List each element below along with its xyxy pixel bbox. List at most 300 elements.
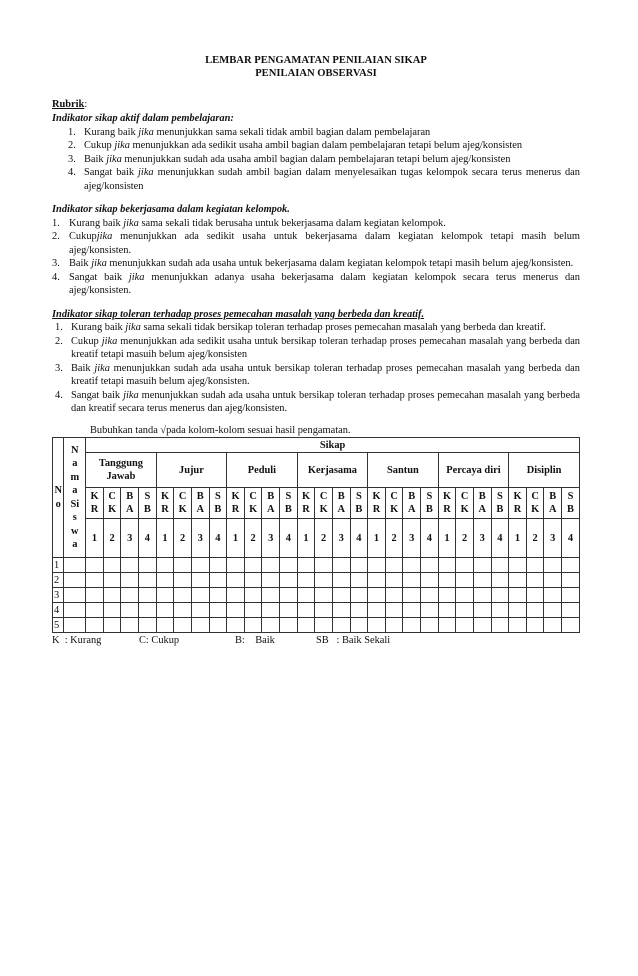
student-name-cell[interactable] (64, 558, 86, 573)
score-number-header: 2 (456, 519, 474, 558)
score-code-top: C (531, 490, 539, 502)
score-cell[interactable] (385, 558, 403, 573)
score-cell[interactable] (368, 558, 386, 573)
rubric-item-number: 3. (68, 153, 76, 165)
rubric-item-text: Baik jika menunjukkan sudah ada usaha ambil bagian dalam pembelajaran tetapi belum ajeg/konsisten (84, 153, 511, 165)
score-cell[interactable] (491, 573, 509, 588)
score-cell[interactable] (174, 603, 192, 618)
score-cell[interactable] (121, 573, 139, 588)
rubric-item-number: 4. (52, 271, 60, 283)
nama-header-letter: N (71, 444, 79, 456)
score-cell[interactable] (315, 573, 333, 588)
score-cell[interactable] (174, 588, 192, 603)
score-cell[interactable] (156, 618, 174, 633)
score-cell[interactable] (139, 558, 157, 573)
score-cell[interactable] (209, 603, 227, 618)
score-cell[interactable] (156, 558, 174, 573)
score-cell[interactable] (526, 573, 544, 588)
score-cell[interactable] (244, 588, 262, 603)
score-number-header: 3 (403, 519, 421, 558)
score-code-header (156, 488, 174, 519)
score-cell[interactable] (297, 618, 315, 633)
score-cell[interactable] (350, 588, 368, 603)
score-code-bottom: R (513, 504, 522, 516)
score-code-bottom: A (478, 504, 486, 516)
score-code-top: B (408, 490, 416, 502)
score-number-header: 3 (332, 519, 350, 558)
score-cell[interactable] (280, 603, 298, 618)
rubric-item-number: 1. (55, 322, 63, 334)
score-cell[interactable] (103, 618, 121, 633)
score-cell[interactable] (297, 603, 315, 618)
table-header-row (53, 438, 580, 453)
score-code-top: C (390, 490, 398, 502)
score-cell[interactable] (544, 573, 562, 588)
score-cell[interactable] (191, 603, 209, 618)
score-cell[interactable] (509, 603, 527, 618)
rubric-item-number: 2. (55, 335, 63, 347)
score-cell[interactable] (86, 588, 104, 603)
score-cell[interactable] (121, 558, 139, 573)
score-cell[interactable] (473, 588, 491, 603)
score-code-top: S (426, 490, 433, 502)
score-code-bottom: B (425, 504, 433, 516)
score-code-top: S (144, 490, 151, 502)
score-cell[interactable] (421, 588, 439, 603)
score-number-header: 4 (280, 519, 298, 558)
score-cell[interactable] (262, 603, 280, 618)
score-code-header (103, 488, 121, 519)
score-code-top: K (442, 490, 452, 502)
score-code-top: K (90, 490, 99, 502)
table-row (53, 603, 580, 618)
score-cell[interactable] (438, 573, 456, 588)
score-cell[interactable] (280, 558, 298, 573)
score-cell[interactable] (139, 573, 157, 588)
score-cell[interactable] (156, 588, 174, 603)
score-cell[interactable] (315, 618, 333, 633)
score-code-header (368, 488, 386, 519)
score-number-header: 2 (385, 519, 403, 558)
row-number: 5 (53, 618, 64, 633)
score-code-top: K (301, 490, 311, 502)
score-cell[interactable] (332, 618, 350, 633)
score-cell[interactable] (244, 603, 262, 618)
score-number-header: 1 (368, 519, 386, 558)
score-cell[interactable] (403, 603, 421, 618)
score-cell[interactable] (103, 603, 121, 618)
score-cell[interactable] (332, 558, 350, 573)
score-code-bottom: A (337, 504, 345, 516)
score-cell[interactable] (491, 603, 509, 618)
score-code-top: K (513, 490, 522, 502)
rubric-item (52, 257, 580, 271)
score-number-header: 1 (297, 519, 315, 558)
row-number: 1 (53, 558, 64, 573)
score-code-bottom: A (196, 504, 204, 516)
score-cell[interactable] (174, 618, 192, 633)
score-cell[interactable] (544, 558, 562, 573)
score-code-bottom: R (90, 504, 99, 516)
rubric-item-text: Cukupjika menunjukkan ada sedikit usaha untuk bekerjasama dalam kegiatan kelompok tetapi masih belum ajeg/konsisten. (69, 231, 580, 256)
rubric-item-text: Cukup jika menunjukkan ada sedikit usaha untuk bersikap toleran terhadap proses pemecahan masalah yang berbeda dan kreatif tetapi masuih belum ajeg/konsisten (71, 335, 580, 361)
score-code-bottom: B (355, 504, 363, 516)
sikap-group-header: Tanggung Jawab (86, 453, 157, 488)
score-cell[interactable] (509, 618, 527, 633)
score-cell[interactable] (368, 573, 386, 588)
score-code-header (280, 488, 298, 519)
score-cell[interactable] (139, 588, 157, 603)
sikap-group-header: Santun (368, 453, 439, 488)
score-cell[interactable] (438, 603, 456, 618)
score-cell[interactable] (244, 573, 262, 588)
score-cell[interactable] (315, 588, 333, 603)
legend (52, 634, 580, 648)
score-cell[interactable] (332, 573, 350, 588)
score-cell[interactable] (544, 588, 562, 603)
score-cell[interactable] (350, 603, 368, 618)
score-code-bottom: B (284, 504, 292, 516)
score-code-bottom: B (567, 504, 574, 516)
score-cell[interactable] (227, 558, 245, 573)
score-code-header (438, 488, 456, 519)
score-number-header: 4 (491, 519, 509, 558)
score-cell[interactable] (473, 558, 491, 573)
no-header-letter: N (54, 485, 62, 497)
document-page (52, 54, 580, 648)
rubric-item (52, 335, 580, 362)
score-cell[interactable] (86, 558, 104, 573)
score-cell[interactable] (227, 588, 245, 603)
row-number: 2 (53, 573, 64, 588)
score-cell[interactable] (244, 558, 262, 573)
score-cell[interactable] (262, 618, 280, 633)
sikap-group-header: Kerjasama (297, 453, 368, 488)
score-cell[interactable] (421, 558, 439, 573)
score-code-header (544, 488, 562, 519)
score-code-header (473, 488, 491, 519)
score-cell[interactable] (139, 603, 157, 618)
score-code-top: S (567, 490, 574, 502)
score-cell[interactable] (562, 558, 580, 573)
score-code-top: C (178, 490, 187, 502)
score-cell[interactable] (174, 558, 192, 573)
score-number-header: 1 (86, 519, 104, 558)
score-cell[interactable] (403, 573, 421, 588)
score-number-header: 2 (103, 519, 121, 558)
score-code-bottom: R (443, 504, 451, 516)
student-name-cell[interactable] (64, 603, 86, 618)
score-code-header (262, 488, 280, 519)
score-cell[interactable] (385, 588, 403, 603)
score-cell[interactable] (385, 618, 403, 633)
score-cell[interactable] (456, 618, 474, 633)
score-cell[interactable] (209, 618, 227, 633)
score-code-bottom: A (548, 504, 557, 516)
score-code-bottom: K (108, 504, 117, 516)
score-cell[interactable] (438, 588, 456, 603)
score-cell[interactable] (191, 618, 209, 633)
score-number-header: 2 (526, 519, 544, 558)
score-cell[interactable] (491, 618, 509, 633)
score-cell[interactable] (473, 618, 491, 633)
rubric-item (52, 362, 580, 389)
score-code-top: S (496, 490, 503, 502)
score-number-header: 4 (139, 519, 157, 558)
score-cell[interactable] (526, 558, 544, 573)
score-code-bottom: K (531, 504, 540, 516)
score-code-top: C (319, 490, 328, 502)
legend-baik-sekali: SB : Baik Sekali (316, 635, 391, 647)
table-row (53, 618, 580, 633)
score-code-bottom: K (390, 504, 399, 516)
score-cell[interactable] (368, 588, 386, 603)
score-code-top: B (549, 490, 557, 502)
score-cell[interactable] (509, 573, 527, 588)
score-cell[interactable] (509, 588, 527, 603)
score-code-header (526, 488, 544, 519)
score-cell[interactable] (456, 558, 474, 573)
score-code-top: S (355, 490, 362, 502)
document-title (52, 54, 580, 80)
title-line-2: PENILAIAN OBSERVASI (255, 68, 377, 80)
score-cell[interactable] (368, 618, 386, 633)
score-cell[interactable] (438, 558, 456, 573)
score-code-bottom: K (249, 504, 258, 516)
nama-siswa-header (64, 438, 86, 558)
score-cell[interactable] (421, 618, 439, 633)
score-code-top: B (267, 490, 275, 502)
score-cell[interactable] (121, 618, 139, 633)
score-cell[interactable] (456, 588, 474, 603)
rubric-item-text: Sangat baik jika menunjukkan sudah ada usaha untuk bersikap toleran terhadap proses pemecahan masalah yang berbeda dan kreatif secara terus menerus dan ajeg/konsisten. (71, 389, 580, 415)
score-number-header: 3 (473, 519, 491, 558)
score-number-header: 3 (191, 519, 209, 558)
score-cell[interactable] (121, 588, 139, 603)
score-code-top: S (214, 490, 221, 502)
score-cell[interactable] (562, 618, 580, 633)
score-code-header (227, 488, 245, 519)
score-code-top: B (126, 490, 134, 502)
score-number-header: 2 (174, 519, 192, 558)
score-cell[interactable] (526, 618, 544, 633)
score-code-header (297, 488, 315, 519)
student-name-cell[interactable] (64, 588, 86, 603)
score-code-top: K (231, 490, 240, 502)
score-cell[interactable] (280, 588, 298, 603)
score-cell[interactable] (438, 618, 456, 633)
score-cell[interactable] (262, 558, 280, 573)
score-cell[interactable] (544, 603, 562, 618)
score-code-header (139, 488, 157, 519)
score-code-header (456, 488, 474, 519)
score-cell[interactable] (473, 573, 491, 588)
score-code-bottom: R (302, 504, 310, 516)
rubric-item-text: Kurang baik jika sama sekali tidak berusaha untuk bekerjasama dalam kegiatan kelompok. (69, 217, 446, 229)
score-cell[interactable] (526, 603, 544, 618)
score-code-header (385, 488, 403, 519)
rubric-item-number: 4. (68, 167, 76, 179)
rubric-item (52, 389, 580, 416)
score-cell[interactable] (403, 558, 421, 573)
section-heading-aktif: Indikator sikap aktif dalam pembelajaran: (52, 112, 234, 124)
score-code-bottom: R (372, 504, 381, 516)
score-cell[interactable] (191, 588, 209, 603)
rubric-item-text: Kurang baik jika sama sekali tidak bersikap toleran terhadap proses pemecahan masalah yang berbeda dan kreatif. (71, 322, 546, 334)
score-cell[interactable] (421, 603, 439, 618)
score-cell[interactable] (244, 618, 262, 633)
score-cell[interactable] (350, 558, 368, 573)
score-cell[interactable] (332, 603, 350, 618)
score-code-top: K (160, 490, 170, 502)
score-code-bottom: R (231, 504, 240, 516)
score-cell[interactable] (350, 573, 368, 588)
score-cell[interactable] (544, 618, 562, 633)
score-cell[interactable] (174, 573, 192, 588)
score-number-header: 2 (244, 519, 262, 558)
score-code-top: K (372, 490, 381, 502)
table-row (53, 573, 580, 588)
rubric-item (52, 271, 580, 298)
score-cell[interactable] (562, 588, 580, 603)
nama-header-letter: a (72, 485, 78, 497)
sikap-header: Sikap (86, 438, 580, 453)
score-cell[interactable] (491, 558, 509, 573)
score-number-header: 1 (438, 519, 456, 558)
score-cell[interactable] (385, 573, 403, 588)
rubric-item-number: 2. (68, 140, 76, 152)
rubric-item-text: Sangat baik jika menunjukkan adanya usaha bekerjasama dalam kegiatan kelompok secara terus menerus dan ajeg/konsisten. (69, 271, 580, 297)
legend-cukup: C: Cukup (139, 635, 180, 647)
score-cell[interactable] (209, 573, 227, 588)
rubric-item-text: Cukup jika menunjukkan ada sedikit usaha ambil bagian dalam pembelajaran tetapi belum ajeg/konsisten (84, 140, 523, 152)
score-cell[interactable] (86, 573, 104, 588)
score-code-top: B (196, 490, 204, 502)
no-header-letter: o (55, 498, 61, 510)
score-code-bottom: A (266, 504, 275, 516)
score-cell[interactable] (456, 603, 474, 618)
score-cell[interactable] (262, 588, 280, 603)
score-cell[interactable] (526, 588, 544, 603)
score-cell[interactable] (262, 573, 280, 588)
table-header-row (53, 453, 580, 488)
nama-header-letter: a (72, 539, 78, 551)
score-code-bottom: B (143, 504, 151, 516)
score-cell[interactable] (139, 618, 157, 633)
sikap-observation-table (52, 437, 580, 633)
score-cell[interactable] (103, 588, 121, 603)
score-cell[interactable] (473, 603, 491, 618)
table-row (53, 558, 580, 573)
score-cell[interactable] (297, 558, 315, 573)
score-cell[interactable] (562, 573, 580, 588)
nama-header-letter: Si (70, 498, 80, 510)
score-cell[interactable] (227, 618, 245, 633)
score-cell[interactable] (191, 573, 209, 588)
score-code-header (209, 488, 227, 519)
score-cell[interactable] (509, 558, 527, 573)
score-cell[interactable] (315, 558, 333, 573)
rubric-item-number: 1. (52, 217, 60, 229)
rubric-item (52, 230, 580, 257)
score-cell[interactable] (156, 573, 174, 588)
rubric-item (52, 139, 580, 153)
score-cell[interactable] (209, 588, 227, 603)
rubric-item-text: Kurang baik jika menunjukkan sama sekali tidak ambil bagian dalam pembelajaran (84, 126, 431, 138)
score-cell[interactable] (315, 603, 333, 618)
score-cell[interactable] (156, 603, 174, 618)
rubric-item-text: Baik jika menunjukkan sudah ada usaha untuk bersikap toleran terhadap proses pemecahan masalah yang berbeda dan kreatif tetapi masuih belum ajeg/konsisten. (71, 362, 580, 388)
score-cell[interactable] (191, 558, 209, 573)
rubric-item (52, 153, 580, 167)
score-cell[interactable] (103, 558, 121, 573)
legend-baik: B: Baik (235, 635, 275, 647)
score-cell[interactable] (280, 573, 298, 588)
score-cell[interactable] (297, 588, 315, 603)
score-code-bottom: B (496, 504, 504, 516)
score-cell[interactable] (209, 558, 227, 573)
score-number-header: 1 (227, 519, 245, 558)
score-number-header: 3 (262, 519, 280, 558)
rubric-item-number: 3. (52, 258, 60, 270)
score-cell[interactable] (491, 588, 509, 603)
score-cell[interactable] (86, 603, 104, 618)
score-cell[interactable] (403, 618, 421, 633)
score-cell[interactable] (280, 618, 298, 633)
score-code-top: C (460, 490, 469, 502)
score-cell[interactable] (385, 603, 403, 618)
score-cell[interactable] (297, 573, 315, 588)
score-cell[interactable] (350, 618, 368, 633)
score-code-header (509, 488, 527, 519)
score-number-header: 4 (562, 519, 580, 558)
score-cell[interactable] (103, 573, 121, 588)
score-cell[interactable] (421, 573, 439, 588)
row-number: 4 (53, 603, 64, 618)
rubric-item-number: 1. (68, 126, 76, 138)
score-cell[interactable] (456, 573, 474, 588)
rubric-item (52, 321, 580, 335)
sikap-group-header: Disiplin (509, 453, 580, 488)
score-cell[interactable] (86, 618, 104, 633)
legend-kurang: K : Kurang (52, 635, 102, 647)
rubrik-label: Rubrik: (52, 99, 88, 111)
score-cell[interactable] (562, 603, 580, 618)
score-number-header: 4 (209, 519, 227, 558)
table-header-row (53, 488, 580, 519)
score-code-header (244, 488, 262, 519)
student-name-cell[interactable] (64, 573, 86, 588)
score-code-header (562, 488, 580, 519)
list-toleran (52, 321, 580, 416)
score-code-header (332, 488, 350, 519)
score-cell[interactable] (227, 603, 245, 618)
score-cell[interactable] (121, 603, 139, 618)
score-code-header (350, 488, 368, 519)
score-code-header (174, 488, 192, 519)
score-cell[interactable] (332, 588, 350, 603)
score-cell[interactable] (227, 573, 245, 588)
list-kerjasama (52, 217, 580, 298)
rubric-item-text: Sangat baik jika menunjukkan sudah ambil bagian dalam menyelesaikan tugas kelompok secara terus menerus dan ajeg/konsisten (84, 167, 580, 192)
student-name-cell[interactable] (64, 618, 86, 633)
score-cell[interactable] (368, 603, 386, 618)
list-aktif (52, 126, 580, 194)
score-code-top: S (285, 490, 292, 502)
score-cell[interactable] (403, 588, 421, 603)
nama-header-letter: s (72, 512, 77, 524)
score-number-header: 1 (156, 519, 174, 558)
